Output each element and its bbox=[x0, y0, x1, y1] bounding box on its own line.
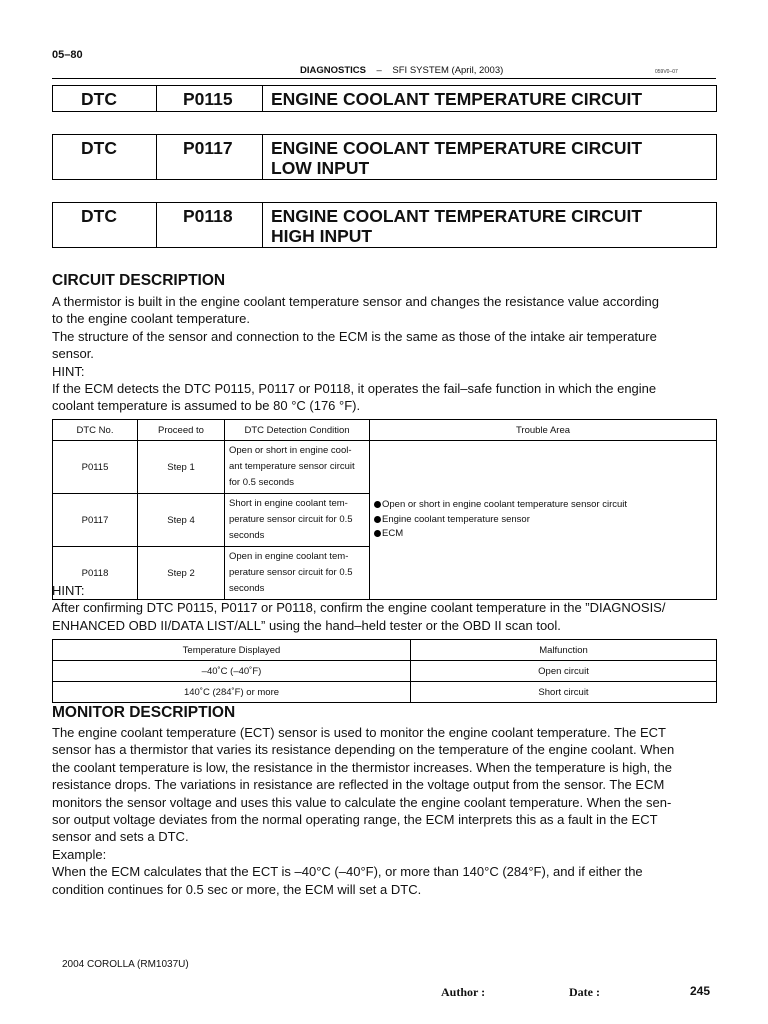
dtc-box-p0117 bbox=[52, 134, 717, 180]
temperature-value: 140˚C (284˚F) or more bbox=[53, 682, 411, 703]
page-number: 05–80 bbox=[52, 49, 83, 61]
table-row bbox=[53, 682, 717, 703]
text-line: A thermistor is built in the engine coolant temperature sensor and changes the resistance value according bbox=[52, 294, 660, 309]
text-line: HINT: bbox=[52, 583, 85, 598]
malfunction-value: Open circuit bbox=[411, 661, 717, 682]
dtc-label: DTC bbox=[53, 86, 157, 111]
header-rule bbox=[52, 78, 716, 79]
table-header: Proceed to bbox=[138, 420, 225, 441]
monitor-description-text bbox=[52, 724, 717, 898]
cond-line: for 0.5 seconds bbox=[229, 477, 294, 488]
subsection-name: SFI SYSTEM (April, 2003) bbox=[392, 65, 504, 76]
temperature-value: –40˚C (–40˚F) bbox=[53, 661, 411, 682]
date-label: Date : bbox=[569, 985, 600, 999]
table-header: Temperature Displayed bbox=[53, 640, 411, 661]
trouble-item: ECM bbox=[374, 527, 715, 542]
cond-line: perature sensor circuit for 0.5 bbox=[229, 567, 353, 578]
bullet-icon bbox=[374, 530, 381, 537]
text-line: sor output voltage deviates from the normal operating range, the ECM interprets this as a fault in the ECT bbox=[52, 812, 658, 828]
proceed-step: Step 1 bbox=[138, 441, 225, 494]
table-row bbox=[53, 661, 717, 682]
cond-line: Open or short in engine cool- bbox=[229, 445, 352, 456]
proceed-step: Step 4 bbox=[138, 494, 225, 547]
trouble-area bbox=[370, 441, 717, 600]
cond-line: seconds bbox=[229, 583, 265, 594]
dtc-number: P0115 bbox=[53, 441, 138, 494]
dtc-title: ENGINE COOLANT TEMPERATURE CIRCUIT LOW INPUT bbox=[271, 138, 643, 178]
text-line: the coolant temperature is low, the resistance in the thermistor increases. When the temperature is high, the bbox=[52, 759, 672, 775]
text-line: sensor has a thermistor that varies its resistance depending on the temperature of the engine coolant. When bbox=[52, 742, 675, 758]
dtc-box-p0115 bbox=[52, 85, 717, 112]
detection-condition bbox=[225, 441, 370, 494]
proceed-step: Step 2 bbox=[138, 547, 225, 600]
dtc-code: P0118 bbox=[157, 203, 263, 247]
cond-line: ant temperature sensor circuit bbox=[229, 461, 355, 472]
text-line: monitors the sensor voltage and uses this value to calculate the engine coolant temperature. When the sen- bbox=[52, 794, 672, 810]
text-line: The engine coolant temperature (ECT) sensor is used to monitor the engine coolant temperature. The ECT bbox=[52, 725, 666, 740]
detection-condition bbox=[225, 494, 370, 547]
text-line: Example: bbox=[52, 846, 107, 862]
table-header: Malfunction bbox=[411, 640, 717, 661]
dtc-table bbox=[52, 419, 717, 600]
malfunction-value: Short circuit bbox=[411, 682, 717, 703]
text-line: sensor and sets a DTC. bbox=[52, 829, 189, 845]
text-line: If the ECM detects the DTC P0115, P0117 or P0118, it operates the fail–safe function in which the engine bbox=[52, 381, 657, 397]
dtc-title: ENGINE COOLANT TEMPERATURE CIRCUIT HIGH INPUT bbox=[271, 206, 643, 246]
monitor-description-heading: MONITOR DESCRIPTION bbox=[52, 704, 236, 721]
dtc-label: DTC bbox=[53, 203, 157, 247]
trouble-item: Engine coolant temperature sensor bbox=[374, 513, 715, 528]
table-row bbox=[53, 441, 717, 494]
bullet-icon bbox=[374, 516, 381, 523]
dtc-box-p0118 bbox=[52, 202, 717, 248]
text-line: to the engine coolant temperature. bbox=[52, 311, 251, 327]
text-line: ENHANCED OBD II/DATA LIST/ALL” using the hand–held tester or the OBD II scan tool. bbox=[52, 617, 561, 633]
text-line: After confirming DTC P0115, P0117 or P0118, confirm the engine coolant temperature in the ”DIAGNOSIS/ bbox=[52, 600, 666, 616]
table-header: DTC No. bbox=[53, 420, 138, 441]
page-footer-number: 245 bbox=[690, 984, 711, 998]
cond-line: Open in engine coolant tem- bbox=[229, 551, 349, 562]
trouble-item: Open or short in engine coolant temperature sensor circuit bbox=[374, 498, 715, 513]
text-line: resistance drops. The variations in resistance are reflected in the voltage output from the sensor. The ECM bbox=[52, 777, 665, 793]
dtc-number: P0117 bbox=[53, 494, 138, 547]
temperature-table bbox=[52, 639, 717, 703]
cond-line: Short in engine coolant tem- bbox=[229, 498, 348, 509]
document-code: 059V0–07 bbox=[655, 69, 678, 75]
model-footer: 2004 COROLLA (RM1037U) bbox=[62, 959, 189, 970]
author-label: Author : bbox=[441, 985, 486, 999]
text-line: HINT: bbox=[52, 363, 85, 379]
header-dash: – bbox=[376, 65, 382, 76]
circuit-description-heading: CIRCUIT DESCRIPTION bbox=[52, 272, 226, 289]
circuit-description-text bbox=[52, 293, 717, 415]
dtc-code: P0117 bbox=[157, 135, 263, 179]
dtc-title: ENGINE COOLANT TEMPERATURE CIRCUIT bbox=[271, 89, 643, 109]
cond-line: perature sensor circuit for 0.5 bbox=[229, 514, 353, 525]
text-line: condition continues for 0.5 sec or more, the ECM will set a DTC. bbox=[52, 881, 422, 897]
dtc-code: P0115 bbox=[157, 86, 263, 111]
table-header: DTC Detection Condition bbox=[225, 420, 370, 441]
running-header bbox=[300, 65, 503, 76]
cond-line: seconds bbox=[229, 530, 265, 541]
dtc-label: DTC bbox=[53, 135, 157, 179]
hint-text bbox=[52, 582, 717, 634]
bullet-icon bbox=[374, 501, 381, 508]
text-line: coolant temperature is assumed to be 80 °C (176 °F). bbox=[52, 398, 361, 414]
text-line: The structure of the sensor and connection to the ECM is the same as those of the intake air temperature bbox=[52, 328, 657, 344]
section-name: DIAGNOSTICS bbox=[300, 65, 366, 76]
dtc-number: P0118 bbox=[53, 547, 138, 600]
text-line: sensor. bbox=[52, 346, 94, 362]
text-line: When the ECM calculates that the ECT is –40°C (–40°F), or more than 140°C (284°F), and if either the bbox=[52, 864, 643, 880]
table-header: Trouble Area bbox=[370, 420, 717, 441]
